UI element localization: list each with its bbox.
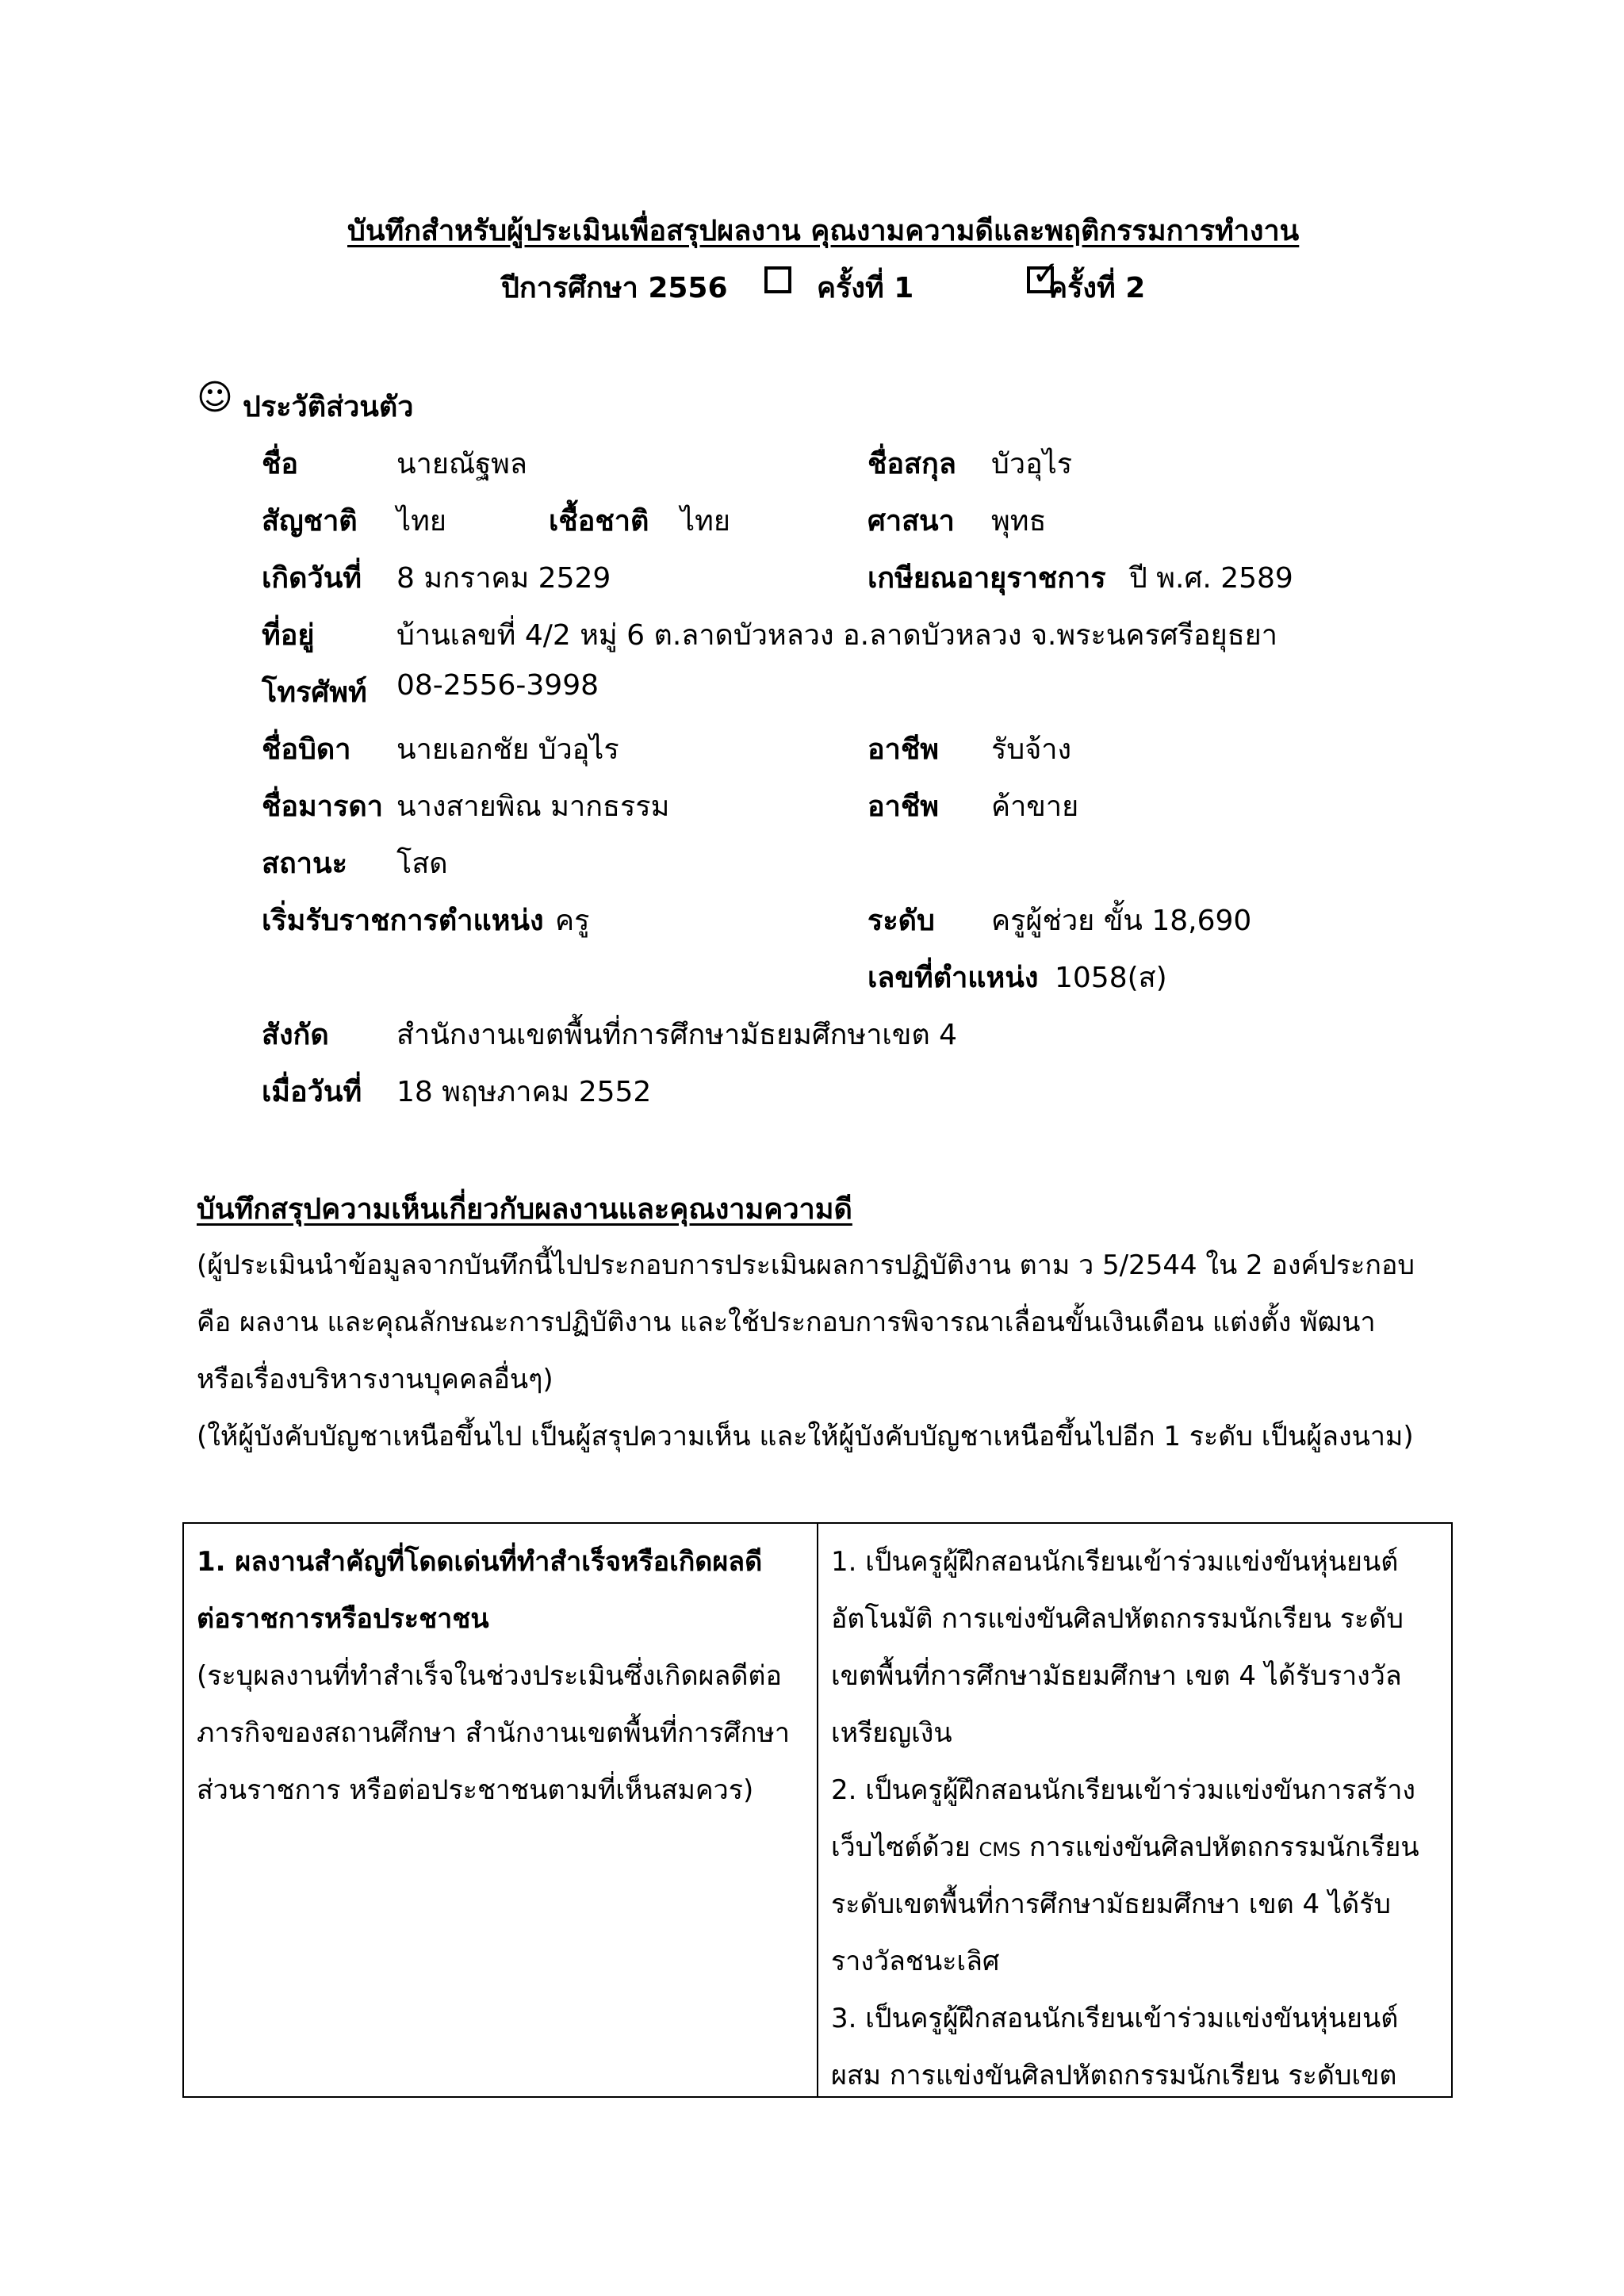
nationality-value: ไทย — [396, 505, 446, 538]
summary-line: (ผู้ประเมินนำข้อมูลจากบันทึกนี้ไปประกอบการประเมินผลการปฏิบัติงาน ตาม ว 5/2544 ใน 2 องค์ประกอบ — [197, 1249, 1415, 1281]
religion-value: พุทธ — [991, 505, 1047, 538]
religion-label: ศาสนา — [868, 505, 955, 538]
date-value: 18 พฤษภาคม 2552 — [396, 1076, 652, 1108]
start-position-value: ครู — [555, 905, 590, 937]
name-value: นายณัฐพล — [396, 448, 527, 480]
left-cell-heading: 1. ผลงานสำคัญที่โดดเด่นที่ทำสำเร็จหรือเกิดผลดี — [197, 1546, 763, 1578]
father-label: ชื่อบิดา — [262, 733, 351, 766]
round-1-checkbox[interactable] — [764, 266, 791, 293]
round-2-label: ครั้งที่ 2 — [1048, 272, 1146, 304]
achievements-table — [182, 1522, 1453, 2098]
left-cell-line: (ระบุผลงานที่ทำสำเร็จในช่วงประเมินซึ่งเกิดผลดีต่อ — [197, 1660, 782, 1692]
start-position-label: เริ่มรับราชการตำแหน่ง — [262, 905, 544, 937]
phone-value: 08-2556-3998 — [396, 669, 599, 702]
document-title: บันทึกสำหรับผู้ประเมินเพื่อสรุปผลงาน คุณงามความดีและพฤติกรรมการทำงาน — [347, 215, 1300, 247]
left-cell-line: ส่วนราชการ หรือต่อประชาชนตามที่เห็นสมควร) — [197, 1774, 754, 1806]
right-cell-line: รางวัลชนะเลิศ — [831, 1946, 1000, 1977]
mother-value: นางสายพิณ มากธรรม — [396, 790, 670, 823]
right-cell-line: เขตพื้นที่การศึกษามัธยมศึกษา เขต 4 ได้รับรางวัล — [831, 1660, 1402, 1692]
father-value: นายเอกชัย บัวอุไร — [396, 733, 619, 766]
address-value: บ้านเลขที่ 4/2 หมู่ 6 ต.ลาดบัวหลวง อ.ลาดบัวหลวง จ.พระนครศรีอยุธยา — [396, 619, 1277, 652]
affiliation-value: สำนักงานเขตพื้นที่การศึกษามัธยมศึกษาเขต 4 — [396, 1019, 958, 1051]
round-1-label: ครั้งที่ 1 — [817, 272, 914, 304]
level-value: ครูผู้ช่วย ขั้น 18,690 — [991, 905, 1252, 937]
summary-title: บันทึกสรุปความเห็นเกี่ยวกับผลงานและคุณงามความดี — [197, 1193, 852, 1226]
right-cell-text: การแข่งขันศิลปหัตถกรรมนักเรียน — [1028, 1831, 1419, 1863]
surname-label: ชื่อสกุล — [868, 448, 956, 480]
status-value: โสด — [396, 848, 448, 880]
left-cell-heading: ต่อราชการหรือประชาชน — [197, 1603, 489, 1635]
left-cell-line: ภารกิจของสถานศึกษา สำนักงานเขตพื้นที่การศึกษา — [197, 1717, 790, 1749]
summary-line: (ให้ผู้บังคับบัญชาเหนือขึ้นไป เป็นผู้สรุปความเห็น และให้ผู้บังคับบัญชาเหนือขึ้นไปอีก 1 ระดับ เป็นผู้ลงนาม) — [197, 1421, 1414, 1452]
ethnicity-value: ไทย — [680, 505, 730, 538]
nationality-label: สัญชาติ — [262, 505, 358, 538]
name-label: ชื่อ — [262, 448, 299, 480]
right-cell-line: 2. เป็นครูผู้ฝึกสอนนักเรียนเข้าร่วมแข่งขันการสร้าง — [831, 1774, 1416, 1806]
right-cell-line: ระดับเขตพื้นที่การศึกษามัธยมศึกษา เขต 4 ได้รับ — [831, 1888, 1391, 1920]
ethnicity-label: เชื้อชาติ — [549, 505, 649, 538]
profile-section-title: ประวัติส่วนตัว — [243, 391, 414, 423]
right-cell-line: อัตโนมัติ การแข่งขันศิลปหัตถกรรมนักเรียน ระดับ — [831, 1603, 1404, 1635]
right-cell-line: เหรียญเงิน — [831, 1717, 952, 1749]
father-job-value: รับจ้าง — [991, 733, 1072, 766]
summary-line: คือ ผลงาน และคุณลักษณะการปฏิบัติงาน และใช้ประกอบการพิจารณาเลื่อนขั้นเงินเดือน แต่งตั้ง พัฒนา — [197, 1307, 1376, 1338]
retire-label: เกษียณอายุราชการ — [868, 562, 1106, 595]
right-cell-text: เว็บไซต์ด้วย — [831, 1831, 971, 1863]
phone-label: โทรศัพท์ — [262, 676, 367, 709]
position-number-label: เลขที่ตำแหน่ง — [868, 962, 1039, 994]
address-label: ที่อยู่ — [262, 619, 315, 652]
academic-year: ปีการศึกษา 2556 — [501, 272, 728, 304]
date-label: เมื่อวันที่ — [262, 1076, 362, 1108]
table-column-divider — [817, 1524, 818, 2096]
surname-value: บัวอุไร — [991, 448, 1073, 480]
retire-value: ปี พ.ศ. 2589 — [1129, 562, 1293, 595]
mother-label: ชื่อมารดา — [262, 790, 383, 823]
right-cell-line — [831, 1825, 1419, 1868]
affiliation-label: สังกัด — [262, 1019, 329, 1051]
status-label: สถานะ — [262, 848, 347, 880]
cms-text: CMS — [979, 1839, 1021, 1861]
birth-value: 8 มกราคม 2529 — [396, 562, 611, 595]
birth-label: เกิดวันที่ — [262, 562, 362, 595]
father-job-label: อาชีพ — [868, 733, 939, 766]
level-label: ระดับ — [868, 905, 935, 937]
right-cell-line: ผสม การแข่งขันศิลปหัตถกรรมนักเรียน ระดับเขต — [831, 2060, 1397, 2091]
position-number-value: 1058(ส) — [1055, 962, 1167, 994]
mother-job-value: ค้าขาย — [991, 790, 1079, 823]
right-cell-line: 1. เป็นครูผู้ฝึกสอนนักเรียนเข้าร่วมแข่งขันหุ่นยนต์ — [831, 1546, 1399, 1578]
right-cell-line: 3. เป็นครูผู้ฝึกสอนนักเรียนเข้าร่วมแข่งขันหุ่นยนต์ — [831, 2003, 1399, 2034]
smiley-icon: ☺ — [197, 377, 233, 418]
summary-line: หรือเรื่องบริหารงานบุคคลอื่นๆ) — [197, 1364, 553, 1395]
mother-job-label: อาชีพ — [868, 790, 939, 823]
